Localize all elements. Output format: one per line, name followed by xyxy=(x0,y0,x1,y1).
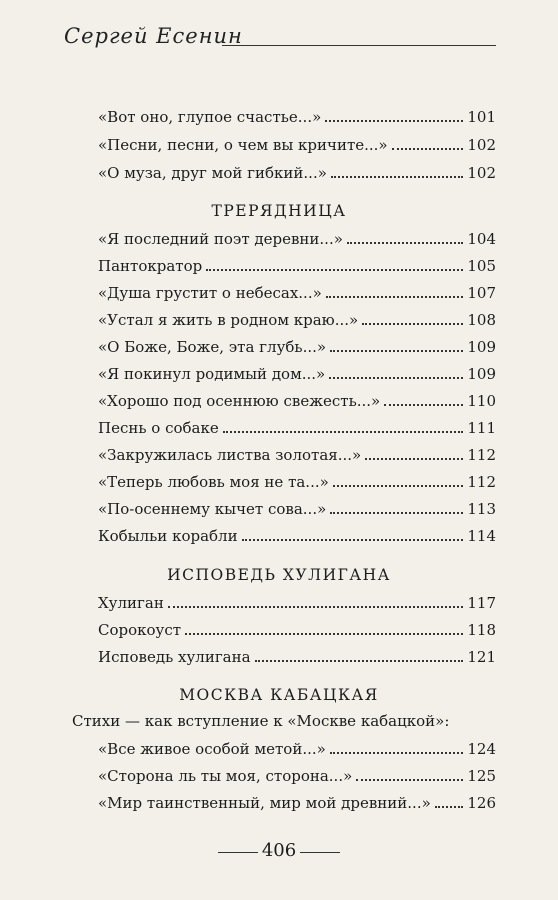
toc-entry-page: 112 xyxy=(467,446,496,464)
leader-dots xyxy=(325,119,463,122)
toc-entry-title: «Душа грустит о небесах...» xyxy=(98,284,322,302)
leader-dots xyxy=(333,484,464,487)
leader-dots xyxy=(356,778,463,781)
toc-entry-title: Песнь о собаке xyxy=(98,419,219,437)
toc-entry-page: 102 xyxy=(467,164,496,182)
toc-entry[interactable] xyxy=(98,500,496,526)
toc-entry-title: «Хорошо под осеннюю свежесть...» xyxy=(98,392,381,410)
leader-dots xyxy=(206,268,463,271)
toc-entry-page: 121 xyxy=(467,648,496,666)
leader-dots xyxy=(362,322,463,325)
leader-dots xyxy=(185,632,463,635)
leader-dots xyxy=(330,751,464,754)
toc-entry-page: 113 xyxy=(467,500,496,518)
toc-entry-page: 107 xyxy=(467,284,496,302)
toc-entry-page: 111 xyxy=(467,419,496,437)
leader-dots xyxy=(326,295,464,298)
toc-entry[interactable] xyxy=(98,767,496,793)
leader-dots xyxy=(168,605,464,608)
leader-dots xyxy=(330,511,463,514)
toc-entry[interactable] xyxy=(98,230,496,256)
toc-entry[interactable] xyxy=(98,740,496,766)
toc-entry[interactable] xyxy=(98,594,496,620)
section-heading: МОСКВА КАБАЦКАЯ xyxy=(179,686,379,704)
toc-entry-page: 118 xyxy=(467,621,496,639)
toc-entry-page: 117 xyxy=(467,594,496,612)
toc-entry-title: «Закружилась листва золотая...» xyxy=(98,446,362,464)
leader-dots xyxy=(223,430,464,433)
toc-entry[interactable] xyxy=(98,794,496,820)
toc-entry-title: «О Боже, Боже, эта глубь...» xyxy=(98,338,327,356)
toc-entry[interactable] xyxy=(98,338,496,364)
toc-entry-page: 110 xyxy=(467,392,496,410)
toc-entry-title: «Я покинул родимый дом...» xyxy=(98,365,326,383)
leader-dots xyxy=(329,376,463,379)
toc-entry-title: «Мир таинственный, мир мой древний...» xyxy=(98,794,431,812)
section-heading: ТРЕРЯДНИЦА xyxy=(211,202,347,220)
leader-dots xyxy=(347,241,463,244)
toc-entry[interactable] xyxy=(98,648,496,674)
toc-entry[interactable] xyxy=(98,419,496,445)
toc-entry-title: «Вот оно, глупое счастье...» xyxy=(98,108,322,126)
toc-entry[interactable] xyxy=(98,365,496,391)
toc-entry-page: 105 xyxy=(467,257,496,275)
toc-entry-title: Хулиган xyxy=(98,594,164,612)
toc-entry-page: 109 xyxy=(467,338,496,356)
section-heading: ИСПОВЕДЬ ХУЛИГАНА xyxy=(167,566,391,584)
toc-entry[interactable] xyxy=(98,621,496,647)
toc-entry-title: Сорокоуст xyxy=(98,621,182,639)
toc-entry[interactable] xyxy=(98,392,496,418)
leader-dots xyxy=(365,457,463,460)
toc-entry-title: «О муза, друг мой гибкий...» xyxy=(98,164,327,182)
toc-entry[interactable] xyxy=(98,527,496,553)
leader-dots xyxy=(242,538,464,541)
header-rule xyxy=(222,45,496,46)
toc-entry-title: «Все живое особой метой...» xyxy=(98,740,326,758)
toc-entry[interactable] xyxy=(98,164,496,190)
toc-entry-title: Пантократор xyxy=(98,257,203,275)
leader-dots xyxy=(255,659,464,662)
subheading-text: Стихи — как вступление к «Москве кабацкой»: xyxy=(72,712,450,730)
toc-entry-title: Кобыльи корабли xyxy=(98,527,238,545)
toc-entry-title: Исповедь хулигана xyxy=(98,648,251,666)
leader-dots xyxy=(384,403,463,406)
toc-entry-page: 109 xyxy=(467,365,496,383)
toc-entry[interactable] xyxy=(98,446,496,472)
leader-dots xyxy=(331,175,463,178)
toc-entry-title: «Сторона ль ты моя, сторона...» xyxy=(98,767,353,785)
toc-entry[interactable] xyxy=(98,257,496,283)
toc-entry[interactable] xyxy=(98,108,496,134)
page-number: 406 xyxy=(261,840,297,861)
toc-entry-title: «Песни, песни, о чем вы кричите...» xyxy=(98,136,388,154)
running-header-author: Сергей Есенин xyxy=(64,24,243,48)
toc-entry-page: 102 xyxy=(467,136,496,154)
leader-dots xyxy=(392,147,464,150)
toc-entry-page: 108 xyxy=(467,311,496,329)
toc-entry[interactable] xyxy=(98,136,496,162)
toc-entry-title: «Устал я жить в родном краю...» xyxy=(98,311,359,329)
toc-entry-title: «По-осеннему кычет сова...» xyxy=(98,500,327,518)
toc-entry-page: 112 xyxy=(467,473,496,491)
toc-entry-page: 104 xyxy=(467,230,496,248)
toc-entry-page: 126 xyxy=(467,794,496,812)
toc-subheading xyxy=(72,712,496,738)
toc-entry-page: 114 xyxy=(467,527,496,545)
toc-entry-title: «Теперь любовь моя не та...» xyxy=(98,473,329,491)
folio-dash-right xyxy=(300,852,340,853)
toc-entry[interactable] xyxy=(98,284,496,310)
toc-entry-page: 124 xyxy=(467,740,496,758)
leader-dots xyxy=(435,805,464,808)
toc-entry-page: 125 xyxy=(467,767,496,785)
toc-entry-title: «Я последний поэт деревни...» xyxy=(98,230,343,248)
toc-entry[interactable] xyxy=(98,311,496,337)
toc-entry-page: 101 xyxy=(467,108,496,126)
leader-dots xyxy=(330,349,463,352)
toc-entry[interactable] xyxy=(98,473,496,499)
